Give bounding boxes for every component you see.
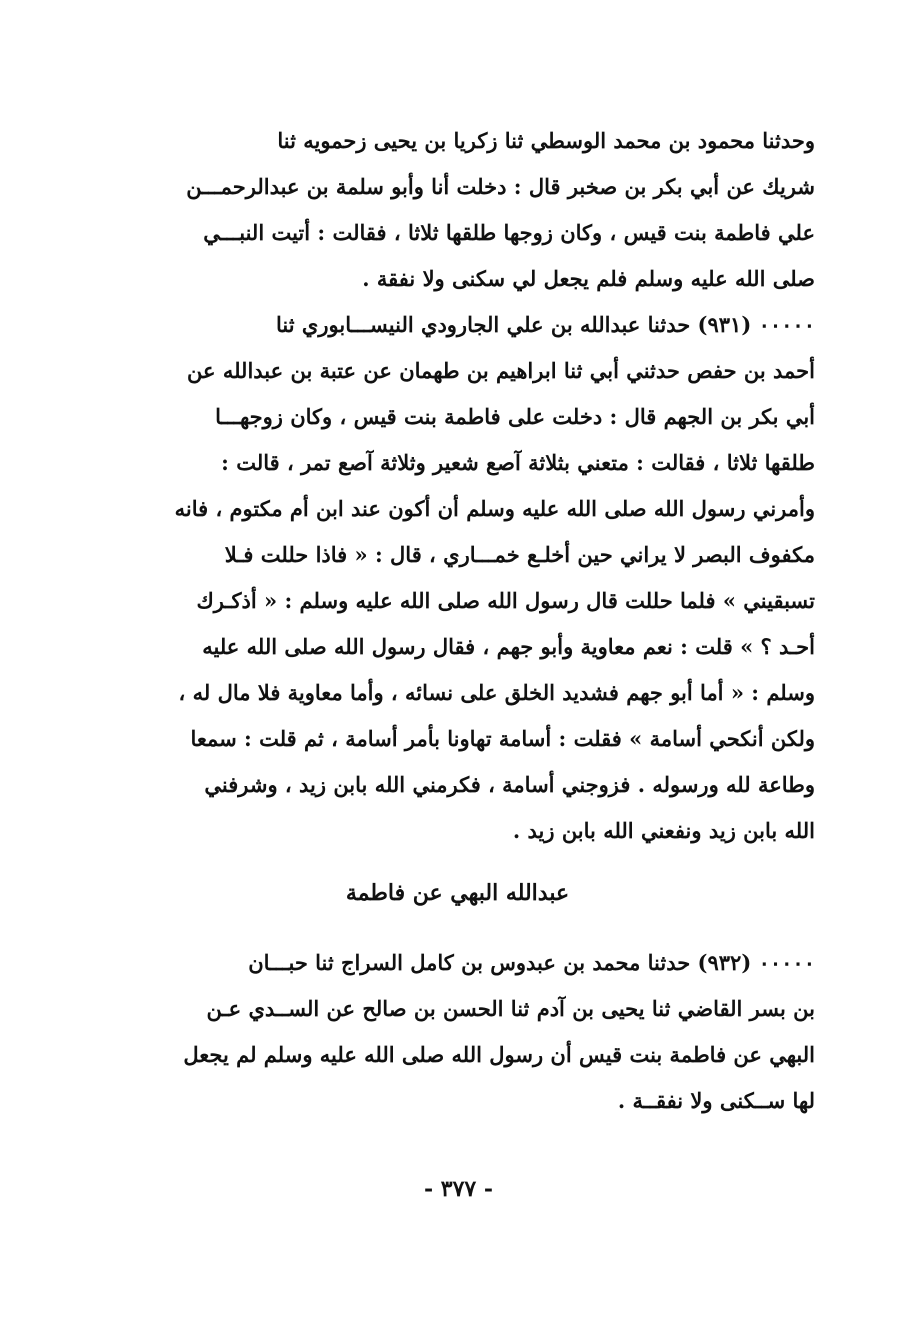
text-line: وطاعة لله ورسوله . فزوجني أسامة ، فكرمني الله بابن زيد ، وشرفني (204, 772, 815, 797)
text-line: علي فاطمة بنت قيس ، وكان زوجها طلقها ثلاثا ، فقالت : أتيت النبـــي (203, 220, 815, 245)
text-line: شريك عن أبي بكر بن صخبر قال : دخلت أنا وأبو سلمة بن عبدالرحمـــن (186, 174, 815, 199)
text-line: تسبقيني » فلما حللت قال رسول الله صلى الله عليه وسلم : « أذكـرك (196, 588, 815, 613)
paragraph-1 (100, 118, 815, 302)
text-line: بن بسر القاضي ثنا يحيى بن آدم ثنا الحسن بن صالح عن الســدي عـن (206, 996, 815, 1021)
text-line: وسلم : « أما أبو جهم فشديد الخلق على نسائه ، وأما معاوية فلا مال له ، (178, 680, 815, 705)
section-heading: عبدالله البهي عن فاطمة (345, 880, 570, 906)
paragraph-932 (100, 940, 815, 1124)
text-line: لها ســكنى ولا نفقــة . (617, 1088, 815, 1113)
text-line: وحدثنا محمود بن محمد الوسطي ثنا زكريا بن يحيى زحمويه ثنا (277, 128, 815, 153)
paragraph-931 (100, 302, 815, 854)
page-number: - ٣٧٧ - (423, 1176, 494, 1202)
text-line: صلى الله عليه وسلم فلم يجعل لي سكنى ولا نفقة . (362, 266, 815, 291)
text-line: مكفوف البصر لا يراني حين أخلـع خمـــاري ، قال : « فاذا حللت فـلا (224, 542, 815, 567)
text-line: ٠٠٠٠٠ (٩٣١) حدثنا عبدالله بن علي الجارودي النيســـابوري ثنا (276, 312, 815, 337)
text-line: أحـد ؟ » قلت : نعم معاوية وأبو جهم ، فقال رسول الله صلى الله عليه (202, 634, 815, 659)
text-line: ولكن أنكحي أسامة » فقلت : أسامة تهاونا بأمر أسامة ، ثم قلت : سمعا (190, 726, 815, 751)
text-line: ٠٠٠٠٠ (٩٣٢) حدثنا محمد بن عبدوس بن كامل السراج ثنا حبـــان (248, 950, 815, 975)
text-line: أحمد بن حفص حدثني أبي ثنا ابراهيم بن طهمان عن عتبة بن عبدالله عن (187, 358, 815, 383)
text-line: أبي بكر بن الجهم قال : دخلت على فاطمة بنت قيس ، وكان زوجهـــا (215, 404, 815, 429)
text-line: طلقها ثلاثا ، فقالت : متعني بثلاثة آصع شعير وثلاثة آصع تمر ، قالت : (221, 450, 815, 475)
text-line: الله بابن زيد ونفعني الله بابن زيد . (512, 818, 815, 843)
text-line: وأمرني رسول الله صلى الله عليه وسلم أن أكون عند ابن أم مكتوم ، فانه (174, 496, 815, 521)
text-line: البهي عن فاطمة بنت قيس أن رسول الله صلى الله عليه وسلم لم يجعل (183, 1042, 815, 1067)
